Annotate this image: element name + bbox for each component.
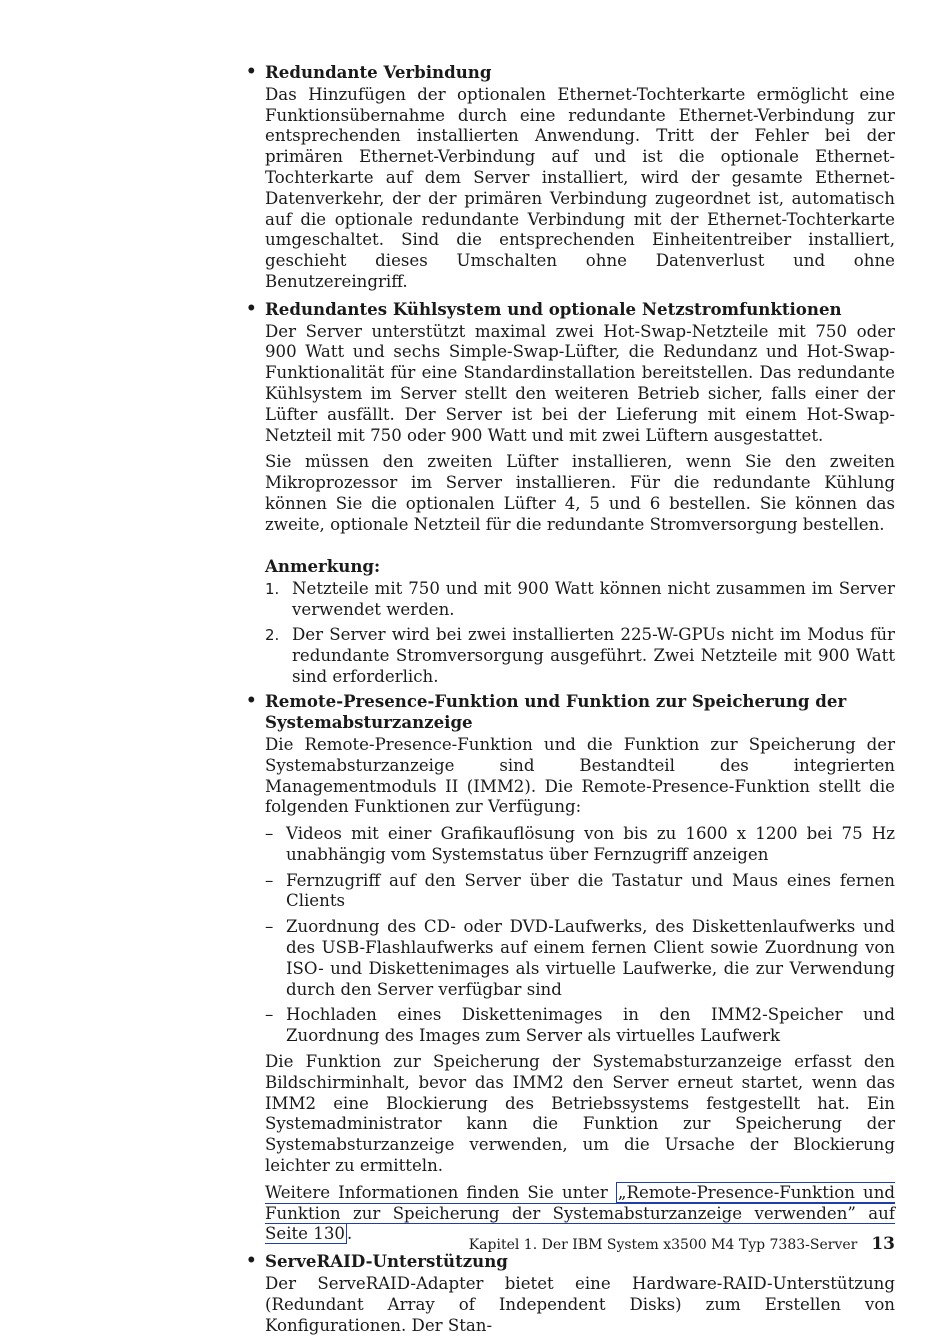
page-number: 13 — [871, 1234, 895, 1254]
section-redundant-cooling — [246, 298, 895, 688]
bullet: • — [246, 691, 257, 711]
section-serveraid — [246, 1251, 895, 1336]
paragraph: Der Server unterstützt maximal zwei Hot-Swap-Netzteile mit 750 oder 900 Watt und sechs Simple-Swap-Lüfter, die Redundanz und Hot-Swap-Funktionalität für eine Standardinstallation bereitstellen. Das redundante Kühlsystem im Server stellt den weiteren Betrieb sicher, falls einer der Lüfter ausfällt. Der Server ist bei der Lieferung mit einem Hot-Swap-Netzteil mit 750 oder 900 Watt und mit zwei Lüftern ausgestattet. — [265, 321, 895, 445]
list-item-text: Fernzugriff auf den Server über die Tastatur und Maus eines fernen Clients — [286, 870, 895, 911]
section-heading: Redundantes Kühlsystem und optionale Netzstromfunktionen — [265, 298, 842, 319]
list-item-text: Zuordnung des CD- oder DVD-Laufwerks, des Diskettenlaufwerks und des USB-Flashlaufwerks auf einem fernen Client sowie Zuordnung von ISO- und Diskettenimages als virtuelle Laufwerke, die zur Verwendung durch den Server verfügbar sind — [286, 917, 895, 999]
bullet: • — [246, 1251, 257, 1271]
list-item — [265, 1005, 895, 1047]
link-prefix: Weitere Informationen finden Sie unter — [265, 1182, 616, 1202]
feature-list — [265, 824, 895, 1047]
paragraph: Sie müssen den zweiten Lüfter installieren, wenn Sie den zweiten Mikroprozessor im Server installieren. Für die redundante Kühlung können Sie die optionalen Lüfter 4, 5 und 6 bestellen. Sie können das zweite, optionale Netzteil für die redundante Stromversorgung bestellen. — [265, 452, 895, 534]
chapter-title: Kapitel 1. Der IBM System x3500 M4 Typ 7383-Server — [468, 1237, 858, 1253]
paragraph: Die Remote-Presence-Funktion und die Funktion zur Speicherung der Systemabsturzanzeige sind Bestandteil des integrierten Managementmoduls II (IMM2). Die Remote-Presence-Funktion stellt die folgenden Funktionen zur Verfügung: — [265, 734, 895, 817]
section-heading: Remote-Presence-Funktion und Funktion zur Speicherung der Systemabsturzanzeige — [265, 691, 847, 733]
dash-marker: – — [265, 824, 274, 844]
note-text: Der Server wird bei zwei installierten 225-W-GPUs nicht im Modus für redundante Stromversorgung ausgeführt. Zwei Netzteile mit 900 Watt sind erforderlich. — [292, 624, 895, 686]
list-item — [265, 824, 895, 866]
list-item — [265, 871, 895, 913]
dash-marker: – — [265, 1005, 274, 1025]
section-heading: ServeRAID-Unterstützung — [265, 1251, 508, 1272]
paragraph: Die Funktion zur Speicherung der Systemabsturzanzeige erfasst den Bildschirminhalt, bevor das IMM2 den Server erneut startet, wenn das IMM2 eine Blockierung des Betriebssystems festgestellt hat. Ein Systemadministrator kann die Funktion zur Speicherung der Systemabsturzanzeige verwenden, um die Ursache der Blockierung leichter zu ermitteln. — [265, 1052, 895, 1176]
link-suffix: . — [346, 1224, 353, 1244]
cross-reference-link[interactable]: „Remote-Presence-Funktion und Funktion zur Speicherung der Systemabsturzanzeige verwenden” auf Seite 130 — [265, 1182, 896, 1244]
paragraph: Der ServeRAID-Adapter bietet eine Hardware-RAID-Unterstützung (Redundant Array of Independent Disks) zum Erstellen von Konfigurationen. Der Stan- — [265, 1274, 895, 1335]
list-item-text: Videos mit einer Grafikauflösung von bis zu 1600 x 1200 bei 75 Hz unabhängig vom Systemstatus über Fernzugriff anzeigen — [286, 824, 895, 864]
page-body — [246, 58, 896, 1342]
note-item — [265, 625, 895, 687]
section-redundant-connection — [246, 62, 895, 293]
note-number: 2. — [265, 625, 280, 644]
bullet: • — [246, 298, 257, 318]
dash-marker: – — [265, 917, 274, 937]
note-heading: Anmerkung: — [265, 555, 381, 576]
note-list — [265, 579, 895, 687]
note-number: 1. — [265, 580, 280, 599]
page-footer — [0, 1234, 895, 1254]
section-remote-presence — [246, 691, 896, 1245]
note-text: Netzteile mit 750 und mit 900 Watt können nicht zusammen im Server verwendet werden. — [292, 579, 895, 620]
section-heading: Redundante Verbindung — [265, 62, 492, 82]
paragraph: Das Hinzufügen der optionalen Ethernet-Tochterkarte ermöglicht eine Funktionsübernahme durch eine redundante Ethernet-Verbindung zur entsprechenden installierten Anwendung. Tritt der Fehler bei der primären Ethernet-Verbindung auf und ist die optionale Ethernet-Tochterkarte auf dem Server installiert, wird der gesamte Ethernet-Datenverkehr, der der primären Verbindung zugeordnet ist, automatisch auf die optionale redundante Verbindung mit der Ethernet-Tochterkarte umgeschaltet. Sind die entsprechenden Einheitentreiber installiert, geschieht dieses Umschalten ohne Datenverlust und ohne Benutzereingriff. — [265, 84, 895, 291]
list-item — [265, 917, 895, 1000]
list-item-text: Hochladen eines Diskettenimages in den IMM2-Speicher und Zuordnung des Images zum Server als virtuelles Laufwerk — [286, 1005, 895, 1046]
note-item — [265, 579, 895, 621]
bullet: • — [246, 62, 257, 81]
dash-marker: – — [265, 870, 274, 890]
